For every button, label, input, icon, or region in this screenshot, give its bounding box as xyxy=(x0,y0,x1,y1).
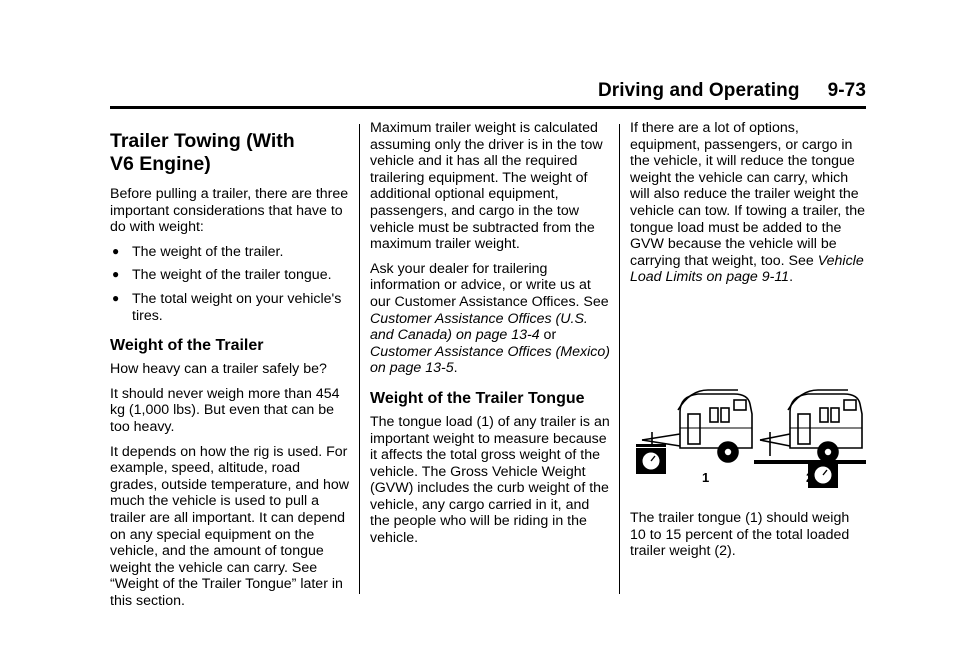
paragraph: It depends on how the rig is used. For example, speed, altitude, road grades, outside temperature, and how much the vehicle is used to pull a trailer are all important. It can depend on any special equipment on the vehicle, and the amount of tongue weight the vehicle can carry. See “Weight of the Trailer Tongue” later in this section. xyxy=(110,443,349,609)
cross-reference-link[interactable]: Vehicle Load Limits on page 9-11 xyxy=(630,252,864,286)
subheading-tongue-weight: Weight of the Trailer Tongue xyxy=(370,389,585,407)
column-2 xyxy=(370,120,610,555)
subheading-trailer-weight: Weight of the Trailer xyxy=(110,337,264,355)
bullet-icon: ● xyxy=(112,243,120,258)
column-3 xyxy=(630,120,866,568)
header-rule xyxy=(110,106,866,109)
list-item: ● The weight of the trailer. xyxy=(112,243,284,260)
column-divider-2 xyxy=(619,124,620,594)
figure-label-2: 2 xyxy=(806,469,814,485)
cross-reference-link[interactable]: Customer Assistance Offices (U.S. and Canada) on page 13-4 xyxy=(370,310,588,344)
list-item: ● The weight of the trailer tongue. xyxy=(112,267,332,284)
page-header xyxy=(110,80,866,108)
paragraph: The tongue load (1) of any trailer is an important weight to measure because it affects the total gross weight of the vehicle. The Gross Vehicle Weight (GVW) includes the curb weight of the vehicle, any cargo carried in it, and the people who will be riding in the vehicle. xyxy=(370,413,610,547)
paragraph: Ask your dealer for trailering information or advice, or write us at our Customer Assistance Offices. See Customer Assistance Offices (U.S. and Canada) on page 13-4 or Customer Assistance Offices (Mexico) on page 13-5. xyxy=(370,260,610,377)
bullet-icon: ● xyxy=(112,267,120,282)
figure-label-1: 1 xyxy=(702,469,710,485)
platform-scale xyxy=(754,460,866,464)
header-section: Driving and Operating xyxy=(597,80,800,101)
paragraph: If there are a lot of options, equipment, passengers, or cargo in the vehicle, it will reduce the tongue weight the vehicle can carry, which will also reduce the trailer weight the vehicle can tow. If towing a trailer, the tongue load must be added to the GVW because the vehicle will be carrying that weight, too. See Vehicle Load Limits on page 9-11. xyxy=(630,120,866,286)
trailer-weight-illustration xyxy=(630,344,866,489)
header-page-number: 9-73 xyxy=(827,80,866,101)
cross-reference-link[interactable]: Customer Assistance Offices (Mexico) on page 13-5 xyxy=(370,343,610,377)
paragraph: Maximum trailer weight is calculated assuming only the driver is in the tow vehicle and it has all the required trailering equipment. The weight of additional optional equipment, passengers, and cargo in the tow vehicle must be subtracted from the maximum trailer weight. xyxy=(370,120,603,253)
tongue-support xyxy=(636,444,666,447)
intro-paragraph: Before pulling a trailer, there are three important considerations that have to do with weight: xyxy=(110,186,349,236)
section-title: Trailer Towing (With V6 Engine) xyxy=(110,130,295,175)
paragraph: It should never weigh more than 454 kg (1,000 lbs). But even that can be too heavy. xyxy=(110,385,340,435)
list-item: ● The total weight on your vehicle's tires. xyxy=(112,290,342,324)
bullet-icon: ● xyxy=(112,290,120,305)
figure-caption: The trailer tongue (1) should weigh 10 to 15 percent of the total loaded trailer weight (2). xyxy=(630,509,850,560)
header-text xyxy=(598,80,866,102)
weight-considerations-list xyxy=(110,244,350,324)
trailer-on-full-scale xyxy=(760,390,862,462)
column-1 xyxy=(110,120,350,617)
paragraph: How heavy can a trailer safely be? xyxy=(110,361,327,378)
trailer-scale-diagram xyxy=(630,344,866,489)
column-divider-1 xyxy=(359,124,360,594)
